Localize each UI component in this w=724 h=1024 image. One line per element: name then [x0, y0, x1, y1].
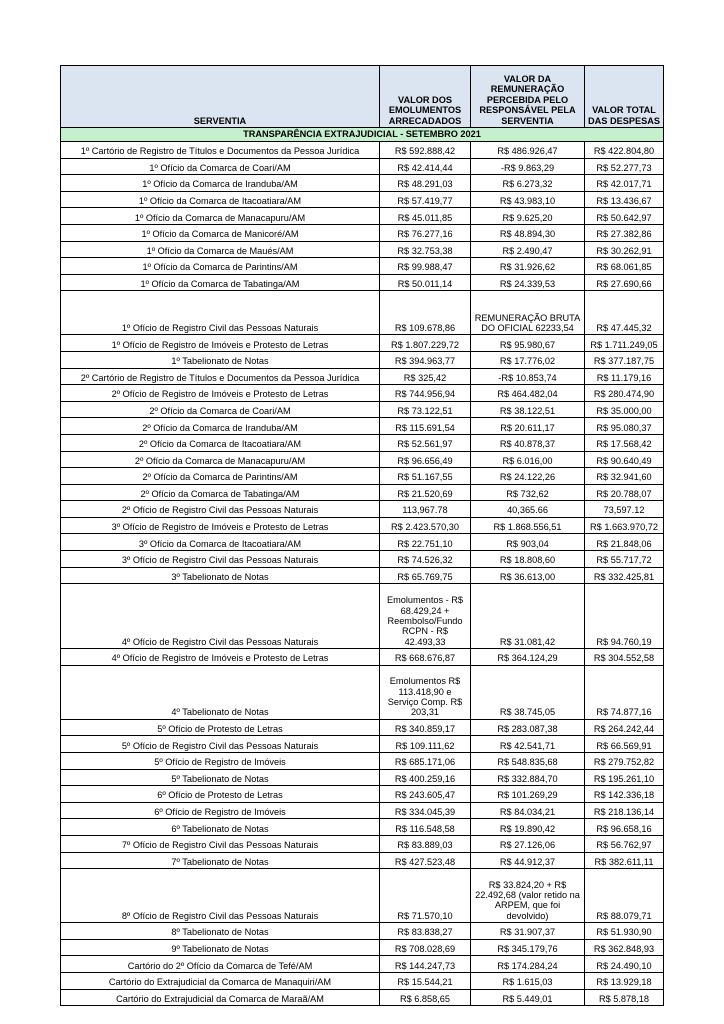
serventia-cell: 9º Tabelionato de Notas	[61, 939, 380, 956]
despesas-cell: R$ 52.277,73	[585, 158, 664, 175]
despesas-cell: R$ 74.877,16	[585, 665, 664, 719]
emolumentos-cell: R$ 325,42	[380, 368, 471, 385]
emolumentos-cell: R$ 334.045,39	[380, 802, 471, 819]
emolumentos-cell: R$ 109.111,62	[380, 736, 471, 753]
serventia-cell: 7º Ofício de Registro Civil das Pessoas Naturais	[61, 836, 380, 853]
despesas-cell: R$ 280.474,90	[585, 385, 664, 402]
despesas-cell: R$ 422.804,80	[585, 142, 664, 159]
despesas-cell: R$ 90.640,49	[585, 451, 664, 468]
serventia-cell: 4º Ofício de Registro de Imóveis e Protesto de Letras	[61, 649, 380, 666]
emolumentos-cell: R$ 15.544,21	[380, 972, 471, 989]
despesas-cell: R$ 24.490,10	[585, 956, 664, 973]
remuneracao-cell: R$ 20.611,17	[471, 418, 585, 435]
table-row	[61, 989, 664, 1006]
emolumentos-cell: R$ 45.011,85	[380, 208, 471, 225]
remuneracao-cell: R$ 101.269,29	[471, 786, 585, 803]
table-body	[61, 128, 664, 1006]
table-row	[61, 401, 664, 418]
table-row	[61, 869, 664, 923]
table-row	[61, 939, 664, 956]
remuneracao-cell: 40,365.66	[471, 501, 585, 518]
emolumentos-cell: R$ 48.291,03	[380, 175, 471, 192]
table-row	[61, 501, 664, 518]
emolumentos-cell: R$ 99.988,47	[380, 258, 471, 275]
despesas-cell: R$ 95.080,37	[585, 418, 664, 435]
despesas-cell: R$ 56.762,97	[585, 836, 664, 853]
serventia-cell: 4º Tabelionato de Notas	[61, 665, 380, 719]
table-row	[61, 584, 664, 649]
period-banner: TRANSPARÊNCIA EXTRAJUDICIAL - SETEMBRO 2021	[61, 128, 664, 142]
serventia-cell: 5º Ofício de Registro Civil das Pessoas Naturais	[61, 736, 380, 753]
remuneracao-cell: R$ 48.894,30	[471, 224, 585, 241]
despesas-cell: R$ 66.569,91	[585, 736, 664, 753]
table-row	[61, 434, 664, 451]
remuneracao-cell: R$ 1.868.556,51	[471, 517, 585, 534]
table-row	[61, 142, 664, 159]
serventia-cell: 6º Ofício de Protesto de Letras	[61, 786, 380, 803]
table-row	[61, 852, 664, 869]
table-row	[61, 836, 664, 853]
remuneracao-cell: R$ 38.122,51	[471, 401, 585, 418]
emolumentos-cell: Emolumentos R$ 113.418,90 e Serviço Comp. R$ 203,31	[380, 665, 471, 719]
table-row	[61, 649, 664, 666]
remuneracao-cell: R$ 1.615,03	[471, 972, 585, 989]
despesas-cell: R$ 13.929,18	[585, 972, 664, 989]
serventia-cell: Cartório do Extrajudicial da Comarca de Manaquiri/AM	[61, 972, 380, 989]
emolumentos-cell: R$ 668.676,87	[380, 649, 471, 666]
emolumentos-cell: R$ 83.889,03	[380, 836, 471, 853]
table-row	[61, 274, 664, 291]
serventia-cell: 8º Tabelionato de Notas	[61, 923, 380, 940]
serventia-cell: 1º Ofício de Registro de Imóveis e Protesto de Letras	[61, 335, 380, 352]
table-row	[61, 567, 664, 584]
remuneracao-cell: REMUNERAÇÃO BRUTA DO OFICIAL 62233,54	[471, 291, 585, 335]
emolumentos-cell: R$ 51.167,55	[380, 468, 471, 485]
emolumentos-cell: R$ 57.419,77	[380, 191, 471, 208]
despesas-cell: R$ 50.642,97	[585, 208, 664, 225]
emolumentos-cell: R$ 22.751,10	[380, 534, 471, 551]
despesas-cell: R$ 304.552,58	[585, 649, 664, 666]
remuneracao-cell: -R$ 9.863,29	[471, 158, 585, 175]
serventia-cell: 3º Ofício da Comarca de Itacoatiara/AM	[61, 534, 380, 551]
serventia-cell: 3º Tabelionato de Notas	[61, 567, 380, 584]
despesas-cell: R$ 218.136,14	[585, 802, 664, 819]
despesas-cell: R$ 27.690,66	[585, 274, 664, 291]
table-row	[61, 158, 664, 175]
remuneracao-cell: R$ 19.890,42	[471, 819, 585, 836]
serventia-cell: 5º Ofício de Protesto de Letras	[61, 719, 380, 736]
table-row	[61, 736, 664, 753]
remuneracao-cell: R$ 31.907,37	[471, 923, 585, 940]
emolumentos-cell: R$ 744.956,94	[380, 385, 471, 402]
serventia-cell: Cartório do 2º Ofício da Comarca de Tefé/AM	[61, 956, 380, 973]
remuneracao-cell: R$ 24.339,53	[471, 274, 585, 291]
emolumentos-cell: R$ 144.247,73	[380, 956, 471, 973]
serventia-cell: 3º Ofício de Registro Civil das Pessoas Naturais	[61, 551, 380, 568]
remuneracao-cell: R$ 31.926,62	[471, 258, 585, 275]
table-row	[61, 819, 664, 836]
serventia-cell: 1º Ofício da Comarca de Iranduba/AM	[61, 175, 380, 192]
serventia-cell: 2º Ofício da Comarca de Iranduba/AM	[61, 418, 380, 435]
despesas-cell: R$ 47.445,32	[585, 291, 664, 335]
serventia-cell: 4º Ofício de Registro Civil das Pessoas Naturais	[61, 584, 380, 649]
remuneracao-cell: R$ 6.273,32	[471, 175, 585, 192]
serventia-cell: 6º Ofício de Registro de Imóveis	[61, 802, 380, 819]
remuneracao-cell: R$ 18.808,60	[471, 551, 585, 568]
table-row	[61, 753, 664, 770]
remuneracao-cell: R$ 6.016,00	[471, 451, 585, 468]
despesas-cell: R$ 94.760,19	[585, 584, 664, 649]
table-row	[61, 786, 664, 803]
emolumentos-cell: R$ 83.838,27	[380, 923, 471, 940]
serventia-cell: 2º Ofício de Registro de Imóveis e Protesto de Letras	[61, 385, 380, 402]
despesas-cell: R$ 377.187,75	[585, 351, 664, 368]
serventia-cell: 1º Ofício da Comarca de Parintins/AM	[61, 258, 380, 275]
serventia-cell: 3º Ofício de Registro de Imóveis e Protesto de Letras	[61, 517, 380, 534]
emolumentos-cell: R$ 708.028,69	[380, 939, 471, 956]
table-row	[61, 551, 664, 568]
remuneracao-cell: R$ 464.482,04	[471, 385, 585, 402]
header-despesas: VALOR TOTAL DAS DESPESAS	[585, 66, 664, 128]
despesas-cell: R$ 27.382,86	[585, 224, 664, 241]
despesas-cell: R$ 264.242,44	[585, 719, 664, 736]
serventia-cell: 1º Ofício da Comarca de Itacoatiara/AM	[61, 191, 380, 208]
serventia-cell: 2º Ofício da Comarca de Tabatinga/AM	[61, 484, 380, 501]
header-serventia: SERVENTIA	[61, 66, 380, 128]
table-row	[61, 769, 664, 786]
remuneracao-cell: R$ 364.124,29	[471, 649, 585, 666]
despesas-cell: R$ 279.752,82	[585, 753, 664, 770]
table-row	[61, 665, 664, 719]
emolumentos-cell: R$ 116.548,58	[380, 819, 471, 836]
remuneracao-cell: R$ 95.980,67	[471, 335, 585, 352]
table-row	[61, 335, 664, 352]
despesas-cell: R$ 96.658,16	[585, 819, 664, 836]
remuneracao-cell: R$ 24.122,26	[471, 468, 585, 485]
remuneracao-cell: R$ 36.613,00	[471, 567, 585, 584]
remuneracao-cell: R$ 84.034,21	[471, 802, 585, 819]
table-header-row	[61, 66, 664, 128]
table-row	[61, 351, 664, 368]
despesas-cell: R$ 1.663.970,72	[585, 517, 664, 534]
remuneracao-cell: R$ 33.824,20 + R$ 22.492,68 (valor retido na ARPEM, que foi devolvido)	[471, 869, 585, 923]
table-row	[61, 175, 664, 192]
emolumentos-cell: R$ 42.414,44	[380, 158, 471, 175]
table-row	[61, 291, 664, 335]
despesas-cell: R$ 195.261,10	[585, 769, 664, 786]
remuneracao-cell: R$ 174.284,24	[471, 956, 585, 973]
emolumentos-cell: R$ 427.523,48	[380, 852, 471, 869]
serventia-cell: 1º Tabelionato de Notas	[61, 351, 380, 368]
serventia-cell: 2º Cartório de Registro de Títulos e Documentos da Pessoa Jurídica	[61, 368, 380, 385]
despesas-cell: R$ 30.262,91	[585, 241, 664, 258]
emolumentos-cell: R$ 73.122,51	[380, 401, 471, 418]
emolumentos-cell: R$ 243.605,47	[380, 786, 471, 803]
remuneracao-cell: R$ 42.541,71	[471, 736, 585, 753]
despesas-cell: R$ 5.878,18	[585, 989, 664, 1006]
serventia-cell: 2º Ofício da Comarca de Itacoatiara/AM	[61, 434, 380, 451]
despesas-cell: R$ 35.000,00	[585, 401, 664, 418]
remuneracao-cell: R$ 9.625,20	[471, 208, 585, 225]
despesas-cell: R$ 332.425,81	[585, 567, 664, 584]
emolumentos-cell: R$ 65.769,75	[380, 567, 471, 584]
serventia-cell: 2º Ofício da Comarca de Coari/AM	[61, 401, 380, 418]
serventia-cell: 2º Ofício da Comarca de Parintins/AM	[61, 468, 380, 485]
remuneracao-cell: R$ 486.926,47	[471, 142, 585, 159]
serventia-cell: 1º Ofício da Comarca de Coari/AM	[61, 158, 380, 175]
emolumentos-cell: R$ 1.807.229,72	[380, 335, 471, 352]
remuneracao-cell: R$ 345.179,76	[471, 939, 585, 956]
emolumentos-cell: R$ 71.570,10	[380, 869, 471, 923]
despesas-cell: R$ 13.436,67	[585, 191, 664, 208]
despesas-cell: R$ 1.711.249,05	[585, 335, 664, 352]
remuneracao-cell: R$ 27.126,06	[471, 836, 585, 853]
despesas-cell: R$ 20.788,07	[585, 484, 664, 501]
serventia-cell: 5º Tabelionato de Notas	[61, 769, 380, 786]
remuneracao-cell: R$ 43.983,10	[471, 191, 585, 208]
despesas-cell: 73,597.12	[585, 501, 664, 518]
despesas-cell: R$ 17.568,42	[585, 434, 664, 451]
emolumentos-cell: R$ 115.691,54	[380, 418, 471, 435]
serventia-cell: 1º Ofício de Registro Civil das Pessoas Naturais	[61, 291, 380, 335]
emolumentos-cell: R$ 6.858,65	[380, 989, 471, 1006]
emolumentos-cell: R$ 50.011,14	[380, 274, 471, 291]
emolumentos-cell: R$ 76.277,16	[380, 224, 471, 241]
table-row	[61, 191, 664, 208]
serventia-cell: 1º Ofício da Comarca de Manicoré/AM	[61, 224, 380, 241]
remuneracao-cell: R$ 17.776,02	[471, 351, 585, 368]
table-row	[61, 923, 664, 940]
period-banner-row	[61, 128, 664, 142]
despesas-cell: R$ 32.941,60	[585, 468, 664, 485]
emolumentos-cell: Emolumentos - R$ 68.429,24 + Reembolso/Fundo RCPN - R$ 42.493,33	[380, 584, 471, 649]
despesas-cell: R$ 68.061,85	[585, 258, 664, 275]
serventia-cell: 2º Ofício de Registro Civil das Pessoas Naturais	[61, 501, 380, 518]
emolumentos-cell: R$ 96.656,49	[380, 451, 471, 468]
remuneracao-cell: R$ 5.449,01	[471, 989, 585, 1006]
emolumentos-cell: R$ 52.561,97	[380, 434, 471, 451]
serventia-cell: 7º Tabelionato de Notas	[61, 852, 380, 869]
despesas-cell: R$ 55.717,72	[585, 551, 664, 568]
table-row	[61, 719, 664, 736]
emolumentos-cell: R$ 2.423.570,30	[380, 517, 471, 534]
table-row	[61, 385, 664, 402]
table-row	[61, 368, 664, 385]
emolumentos-cell: R$ 340.859,17	[380, 719, 471, 736]
remuneracao-cell: -R$ 10.853,74	[471, 368, 585, 385]
table-row	[61, 208, 664, 225]
serventia-cell: 2º Ofício da Comarca de Manacapuru/AM	[61, 451, 380, 468]
emolumentos-cell: R$ 74.526,32	[380, 551, 471, 568]
remuneracao-cell: R$ 732,62	[471, 484, 585, 501]
emolumentos-cell: R$ 592.888,42	[380, 142, 471, 159]
emolumentos-cell: R$ 109.678,86	[380, 291, 471, 335]
remuneracao-cell: R$ 31.081,42	[471, 584, 585, 649]
serventia-cell: 6º Tabelionato de Notas	[61, 819, 380, 836]
despesas-cell: R$ 42.017,71	[585, 175, 664, 192]
table-row	[61, 956, 664, 973]
table-row	[61, 468, 664, 485]
emolumentos-cell: R$ 32.753,38	[380, 241, 471, 258]
serventia-cell: Cartório do Extrajudicial da Comarca de Maraã/AM	[61, 989, 380, 1006]
serventia-cell: 5º Ofício de Registro de Imóveis	[61, 753, 380, 770]
table-row	[61, 451, 664, 468]
table-row	[61, 258, 664, 275]
emolumentos-cell: 113,967.78	[380, 501, 471, 518]
serventia-cell: 1º Ofício da Comarca de Manacapuru/AM	[61, 208, 380, 225]
despesas-cell: R$ 142.336,18	[585, 786, 664, 803]
despesas-cell: R$ 51.930,90	[585, 923, 664, 940]
remuneracao-cell: R$ 44.912,37	[471, 852, 585, 869]
table-row	[61, 484, 664, 501]
remuneracao-cell: R$ 2.490,47	[471, 241, 585, 258]
emolumentos-cell: R$ 400.259,16	[380, 769, 471, 786]
despesas-cell: R$ 88.079,71	[585, 869, 664, 923]
serventia-cell: 1º Ofício da Comarca de Tabatinga/AM	[61, 274, 380, 291]
emolumentos-cell: R$ 21.520,69	[380, 484, 471, 501]
remuneracao-cell: R$ 283.087,38	[471, 719, 585, 736]
despesas-cell: R$ 362.848,93	[585, 939, 664, 956]
table-row	[61, 418, 664, 435]
table-row	[61, 224, 664, 241]
serventia-cell: 8º Ofício de Registro Civil das Pessoas Naturais	[61, 869, 380, 923]
header-emolumentos: VALOR DOS EMOLUMENTOS ARRECADADOS	[380, 66, 471, 128]
table-row	[61, 972, 664, 989]
remuneracao-cell: R$ 332.884,70	[471, 769, 585, 786]
despesas-cell: R$ 382.611,11	[585, 852, 664, 869]
table-row	[61, 534, 664, 551]
serventia-cell: 1º Ofício da Comarca de Maués/AM	[61, 241, 380, 258]
header-remuneracao: VALOR DA REMUNERAÇÃO PERCEBIDA PELO RESPONSÁVEL PELA SERVENTIA	[471, 66, 585, 128]
despesas-cell: R$ 21.848,06	[585, 534, 664, 551]
emolumentos-cell: R$ 685.171,06	[380, 753, 471, 770]
remuneracao-cell: R$ 40.878,37	[471, 434, 585, 451]
transparency-table	[60, 65, 664, 1006]
table-row	[61, 517, 664, 534]
table-row	[61, 241, 664, 258]
remuneracao-cell: R$ 38.745,05	[471, 665, 585, 719]
remuneracao-cell: R$ 903,04	[471, 534, 585, 551]
serventia-cell: 1º Cartório de Registro de Títulos e Documentos da Pessoa Jurídica	[61, 142, 380, 159]
despesas-cell: R$ 11.179,16	[585, 368, 664, 385]
emolumentos-cell: R$ 394.963,77	[380, 351, 471, 368]
remuneracao-cell: R$ 548.835,68	[471, 753, 585, 770]
table-row	[61, 802, 664, 819]
